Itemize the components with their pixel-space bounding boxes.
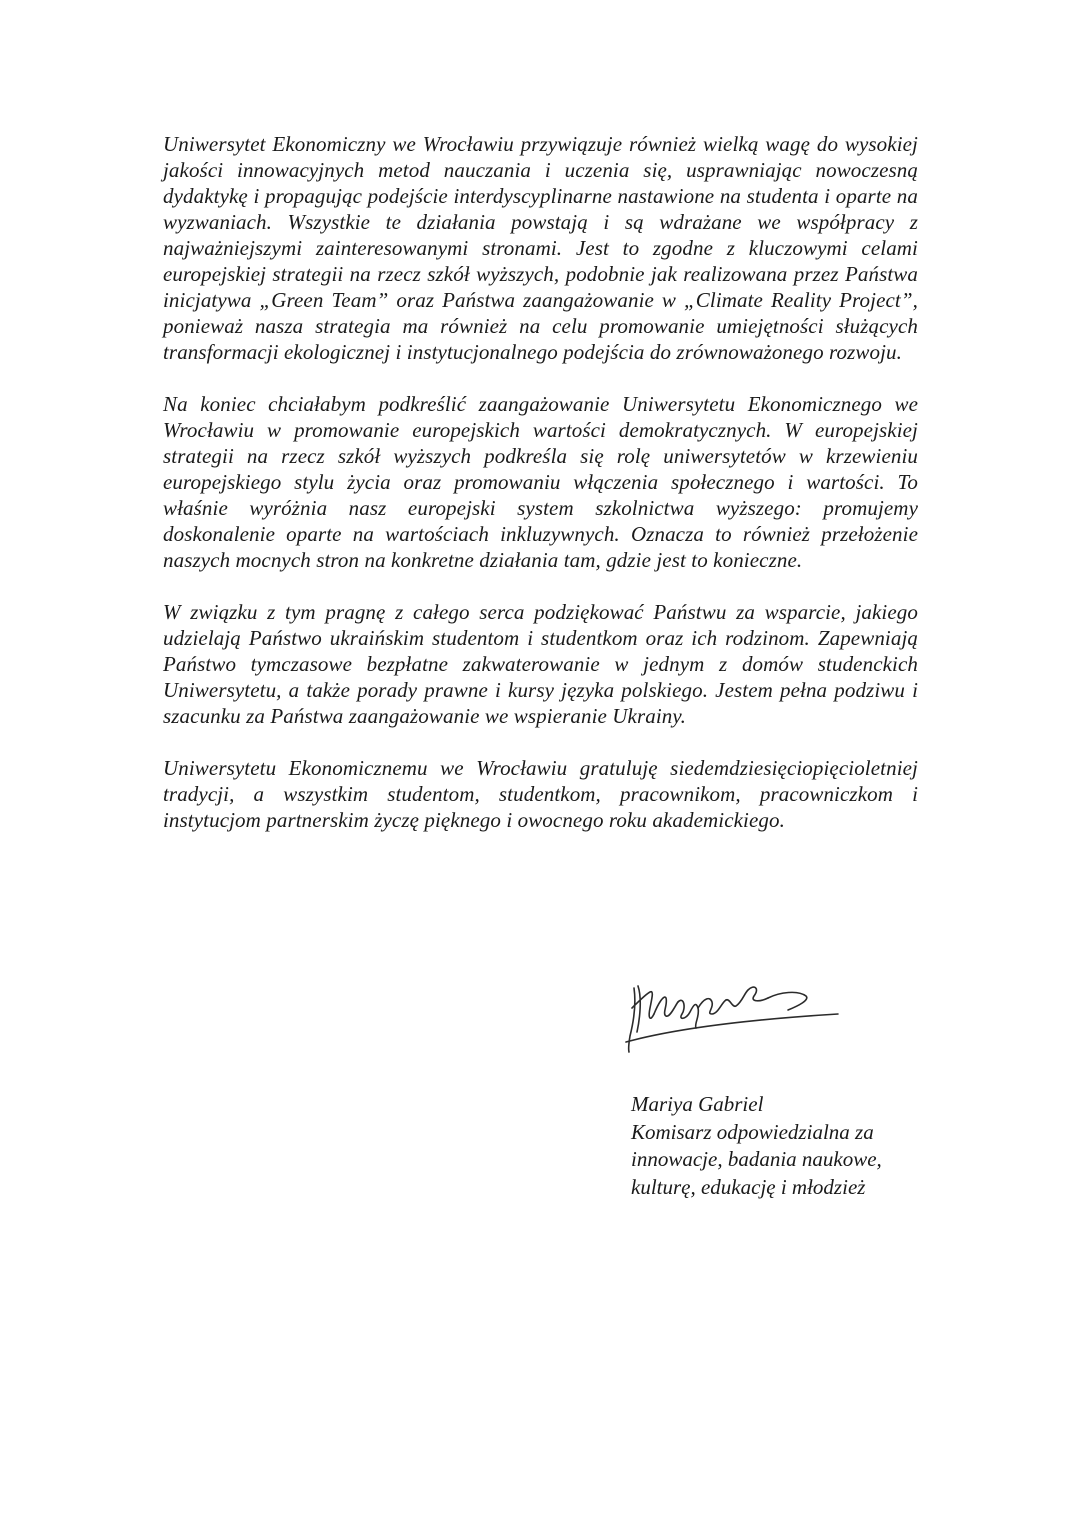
signatory-name: Mariya Gabriel	[631, 1092, 764, 1116]
paragraph-democratic-values: Na koniec chciałabym podkreślić zaangażowanie Uniwersytetu Ekonomicznego we Wrocławiu w promowanie europejskich wartości demokratycznych. W europejskiej strategii na rzecz szkół wyższych podkreśla się rolę uniwersytetów w krzewieniu europejskiego stylu życia oraz promowaniu włączenia społecznego i wartości. To właśnie wyróżnia nasz europejski system szkolnictwa wyższego: promujemy doskonalenie oparte na wartościach inkluzywnych. Oznacza to również przełożenie naszych mocnych stron na konkretne działania tam, gdzie jest to konieczne.	[163, 392, 918, 572]
paragraph-congratulations: Uniwersytetu Ekonomicznemu we Wrocławiu gratuluję siedemdziesięciopięcioletniej tradycji, a wszystkim studentom, studentkom, pracownikom, pracowniczkom i instytucjom partnerskim życzę pięknego i owocnego roku akademickiego.	[163, 756, 918, 832]
handwritten-signature	[620, 968, 845, 1058]
letter-body	[163, 131, 918, 833]
signature-block	[631, 1091, 951, 1201]
signatory-title-line: innowacje, badania naukowe,	[631, 1147, 882, 1171]
paragraph-ukraine-support: W związku z tym pragnę z całego serca podziękować Państwu za wsparcie, jakiego udzielają Państwo ukraińskim studentom i studentkom oraz ich rodzinom. Zapewniają Państwo tymczasowe bezpłatne zakwaterowanie w jednym z domów studenckich Uniwersytetu, a także porady prawne i kursy języka polskiego. Jestem pełna podziwu i szacunku za Państwa zaangażowanie we wspieranie Ukrainy.	[163, 600, 918, 728]
signatory-title-line: kulturę, edukację i młodzież	[631, 1174, 866, 1199]
signatory-title-line: Komisarz odpowiedzialna za	[631, 1119, 874, 1144]
paragraph-teaching-innovation: Uniwersytet Ekonomiczny we Wrocławiu przywiązuje również wielką wagę do wysokiej jakości innowacyjnych metod nauczania i uczenia się, usprawniając nowoczesną dydaktykę i propagując podejście interdyscyplinarne nastawione na studenta i oparte na wyzwaniach. Wszystkie te działania powstają i są wdrażane we współpracy z najważniejszymi zainteresowanymi stronami. Jest to zgodne z kluczowymi celami europejskiej strategii na rzecz szkół wyższych, podobnie jak realizowana przez Państwa inicjatywa „Green Team” oraz Państwa zaangażowanie w „Climate Reality Project”, ponieważ nasza strategia ma również na celu promowanie umiejętności służących transformacji ekologicznej i instytucjonalnego podejścia do zrównoważonego rozwoju.	[163, 132, 918, 364]
